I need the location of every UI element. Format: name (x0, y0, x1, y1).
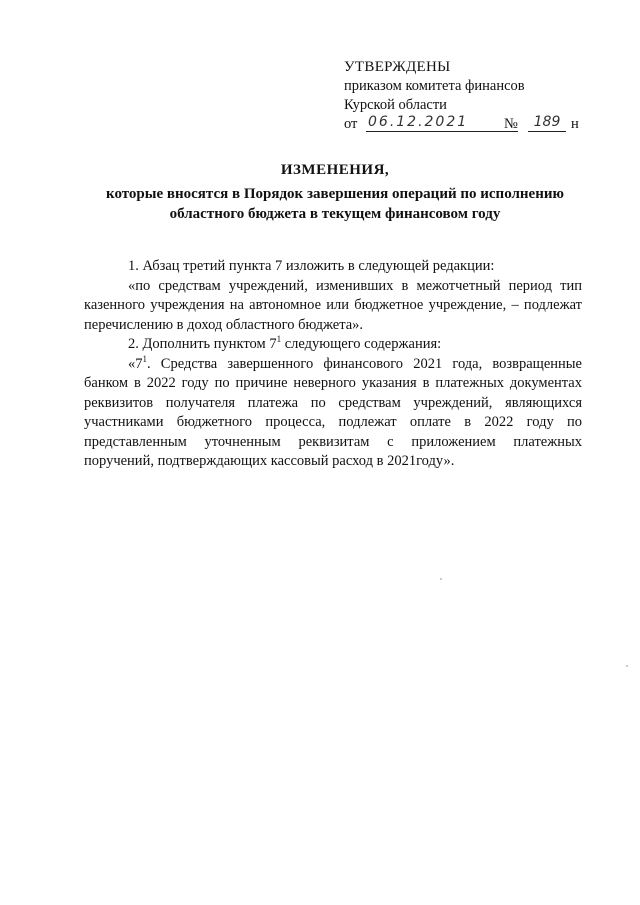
approval-date-line (344, 114, 579, 134)
document-body (84, 257, 582, 472)
approval-date-handwritten: 06.12.2021 (366, 113, 518, 132)
item-1-quote: «по средствам учреждений, изменивших в межотчетный период тип казенного учреждения на автономное или бюджетное учреждение, – подлежат перечислению в доход областного бюджета». (84, 277, 582, 333)
number-suffix: н (571, 116, 579, 132)
scan-speck (626, 665, 628, 667)
approval-issuer: приказом комитета финансов (344, 78, 525, 94)
subtitle-line-1: которые вносятся в Порядок завершения операций по исполнению (106, 186, 564, 202)
approval-region: Курской области (344, 97, 447, 113)
date-prefix: от (344, 116, 358, 132)
subtitle-line-2: областного бюджета в текущем финансовом году (169, 206, 501, 222)
approval-stamp (344, 58, 579, 134)
item-1: 1. Абзац третий пункта 7 изложить в следующей редакции: (128, 258, 495, 274)
number-prefix: № (504, 116, 518, 132)
approval-title: УТВЕРЖДЕНЫ (344, 59, 451, 75)
document-title: ИЗМЕНЕНИЯ, (280, 162, 390, 178)
item-2: 2. Дополнить пунктом $7^1$ следующего содержания: (128, 334, 442, 352)
approval-number-handwritten: 189 (528, 113, 566, 132)
scan-speck (440, 578, 442, 580)
item-2-quote: «$7^1$. Средства завершенного финансового 2021 года, возвращенные банком в 2022 году по причине неверного указания в платежных документах реквизитов получателя платежа по средствам учреждений, являющихся участниками бюджетного процесса, подлежат оплате в 2022 году по представленным уточненным реквизитам с приложением платежных поручений, подтверждающих кассовый расход в 2021году». (84, 353, 582, 469)
document-subtitle (60, 184, 610, 224)
